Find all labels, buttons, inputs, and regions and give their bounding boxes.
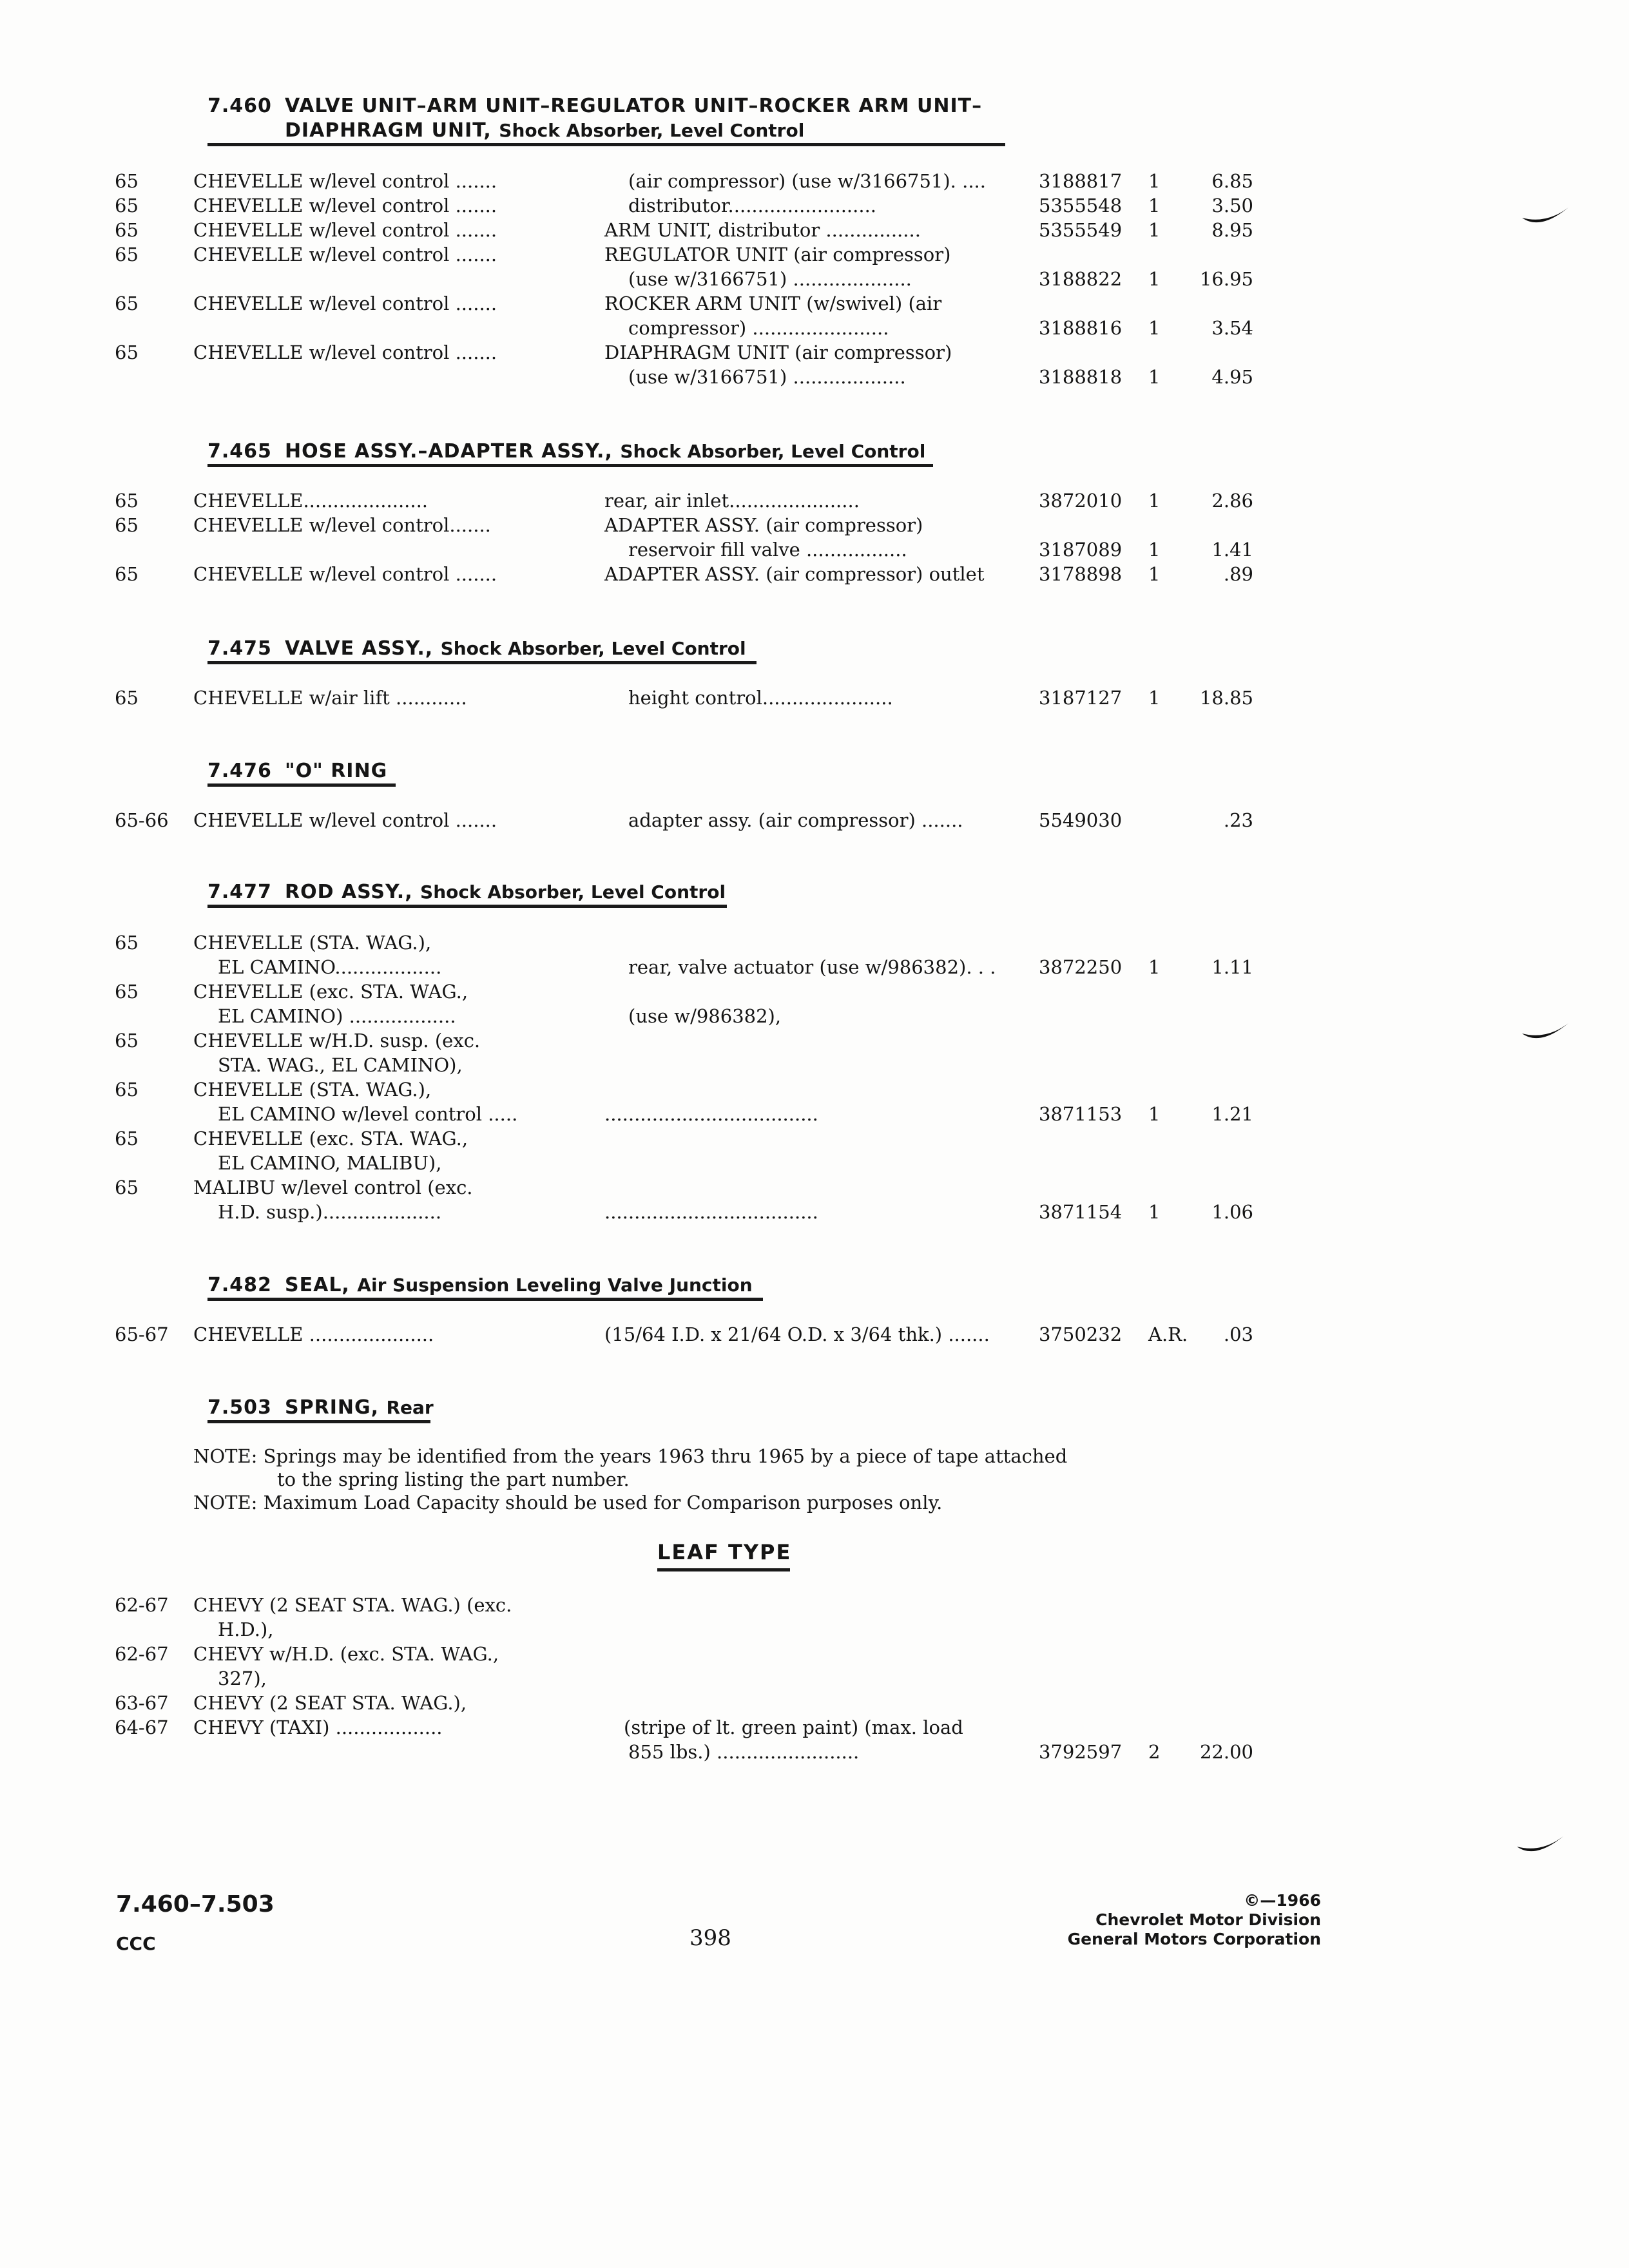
year-cell: 65 xyxy=(115,490,139,512)
price-cell: 1.06 xyxy=(1211,1201,1253,1223)
year-cell: 65 xyxy=(115,932,139,954)
model-cell: EL CAMINO w/level control ..... xyxy=(218,1103,518,1125)
year-cell: 65 xyxy=(115,219,139,241)
quantity-cell: A.R. xyxy=(1148,1323,1188,1345)
description-cell: height control...................... xyxy=(628,687,893,709)
section-7465-underline xyxy=(207,464,933,467)
model-cell: CHEVY (2 SEAT STA. WAG.) (exc. xyxy=(193,1594,512,1616)
year-cell: 65-67 xyxy=(115,1323,169,1345)
part-number-cell: 3188817 xyxy=(1039,170,1123,192)
description-cell: 855 lbs.) ........................ xyxy=(628,1741,860,1763)
part-number-cell: 3188822 xyxy=(1039,268,1123,290)
price-cell: 2.86 xyxy=(1211,490,1253,512)
description-cell: (air compressor) (use w/3166751). .... xyxy=(628,170,986,192)
year-cell: 62-67 xyxy=(115,1594,169,1616)
model-cell: CHEVELLE (STA. WAG.), xyxy=(193,932,432,954)
model-cell: CHEVELLE w/level control ....... xyxy=(193,244,497,265)
quantity-cell: 1 xyxy=(1148,539,1161,561)
leaf-type-heading: LEAF TYPE xyxy=(657,1540,792,1564)
description-cell: adapter assy. (air compressor) ....... xyxy=(628,809,963,831)
model-cell: CHEVELLE w/level control ....... xyxy=(193,563,497,585)
model-cell: CHEVELLE w/level control ....... xyxy=(193,219,497,241)
model-cell: CHEVELLE w/H.D. susp. (exc. xyxy=(193,1030,481,1052)
part-number-cell: 3792597 xyxy=(1039,1741,1123,1763)
part-number-cell: 3187127 xyxy=(1039,687,1123,709)
description-cell: reservoir fill valve ................. xyxy=(628,539,907,561)
year-cell: 65 xyxy=(115,514,139,536)
description-cell: ARM UNIT, distributor ................ xyxy=(604,219,921,241)
price-cell: 16.95 xyxy=(1199,268,1253,290)
section-7503-heading: 7.503 SPRING, Rear xyxy=(207,1396,434,1419)
model-cell: CHEVELLE ..................... xyxy=(193,1323,434,1345)
footer-code: CCC xyxy=(116,1933,156,1954)
footer-copyright-block xyxy=(1068,1891,1321,1949)
part-number-cell: 3178898 xyxy=(1039,563,1123,585)
description-cell: DIAPHRAGM UNIT (air compressor) xyxy=(604,341,952,363)
note-line: NOTE: Maximum Load Capacity should be used for Comparison purposes only. xyxy=(193,1492,943,1514)
section-7460-title-line2: DIAPHRAGM UNIT, xyxy=(285,119,492,142)
quantity-cell: 1 xyxy=(1148,563,1161,585)
model-cell: EL CAMINO.................. xyxy=(218,956,442,978)
price-cell: .23 xyxy=(1223,809,1253,831)
quantity-cell: 1 xyxy=(1148,1201,1161,1223)
model-cell: CHEVELLE..................... xyxy=(193,490,429,512)
year-cell: 63-67 xyxy=(115,1692,169,1714)
description-cell: (stripe of lt. green paint) (max. load xyxy=(624,1716,963,1738)
model-cell: CHEVELLE w/level control ....... xyxy=(193,170,497,192)
model-cell: H.D.), xyxy=(218,1619,274,1640)
model-cell: CHEVELLE w/level control ....... xyxy=(193,809,497,831)
part-number-cell: 5355549 xyxy=(1039,219,1123,241)
model-cell: MALIBU w/level control (exc. xyxy=(193,1177,473,1198)
model-cell: CHEVELLE (exc. STA. WAG., xyxy=(193,981,468,1003)
binder-mark-icon xyxy=(1521,1021,1572,1046)
description-cell: (use w/3166751) ................... xyxy=(628,366,906,388)
binder-mark-icon xyxy=(1516,1834,1567,1860)
section-7465-heading: 7.465 HOSE ASSY.–ADAPTER ASSY., Shock Absorber, Level Control xyxy=(207,440,926,463)
quantity-cell: 1 xyxy=(1148,195,1161,216)
note-line: to the spring listing the part number. xyxy=(277,1468,630,1490)
footer-division: Chevrolet Motor Division xyxy=(1095,1910,1321,1929)
quantity-cell: 1 xyxy=(1148,490,1161,512)
description-cell: .................................... xyxy=(604,1103,818,1125)
part-number-cell: 5355548 xyxy=(1039,195,1123,216)
section-7477-heading: 7.477 ROD ASSY., Shock Absorber, Level Control xyxy=(207,881,726,903)
part-number-cell: 3871154 xyxy=(1039,1201,1123,1223)
part-number-cell: 3188816 xyxy=(1039,317,1123,339)
year-cell: 65 xyxy=(115,170,139,192)
quantity-cell: 2 xyxy=(1148,1741,1161,1763)
model-cell: STA. WAG., EL CAMINO), xyxy=(218,1054,463,1076)
description-cell: ROCKER ARM UNIT (w/swivel) (air xyxy=(604,293,942,314)
model-cell: CHEVY (TAXI) .................. xyxy=(193,1716,443,1738)
section-7476-heading: 7.476 "O" RING xyxy=(207,760,388,782)
part-number-cell: 3872250 xyxy=(1039,956,1123,978)
section-7475-underline xyxy=(207,661,757,664)
year-cell: 65 xyxy=(115,981,139,1003)
quantity-cell: 1 xyxy=(1148,1103,1161,1125)
model-cell: CHEVELLE (STA. WAG.), xyxy=(193,1079,432,1100)
year-cell: 65 xyxy=(115,293,139,314)
part-number-cell: 3188818 xyxy=(1039,366,1123,388)
part-number-cell: 3750232 xyxy=(1039,1323,1123,1345)
model-cell: CHEVY w/H.D. (exc. STA. WAG., xyxy=(193,1643,499,1665)
price-cell: 6.85 xyxy=(1211,170,1253,192)
year-cell: 65 xyxy=(115,1177,139,1198)
description-cell: ADAPTER ASSY. (air compressor) outlet xyxy=(604,563,985,585)
section-7460-heading: 7.460 VALVE UNIT–ARM UNIT–REGULATOR UNIT–ROCKER ARM UNIT– DIAPHRAGM UNIT, Shock Absorber, Level Control xyxy=(207,95,983,142)
part-number-cell: 3871153 xyxy=(1039,1103,1123,1125)
quantity-cell: 1 xyxy=(1148,956,1161,978)
year-cell: 65 xyxy=(115,1030,139,1052)
model-cell: EL CAMINO) .................. xyxy=(218,1005,456,1027)
description-cell: rear, valve actuator (use w/986382). . . xyxy=(628,956,996,978)
description-cell: (use w/3166751) .................... xyxy=(628,268,912,290)
model-cell: CHEVELLE (exc. STA. WAG., xyxy=(193,1128,468,1149)
price-cell: 1.11 xyxy=(1211,956,1253,978)
description-cell: distributor......................... xyxy=(628,195,877,216)
price-cell: 4.95 xyxy=(1211,366,1253,388)
price-cell: 22.00 xyxy=(1199,1741,1253,1763)
price-cell: 1.41 xyxy=(1211,539,1253,561)
model-cell: CHEVELLE w/level control....... xyxy=(193,514,491,536)
section-7475-heading: 7.475 VALVE ASSY., Shock Absorber, Level Control xyxy=(207,637,746,660)
footer-copyright: ©—1966 xyxy=(1244,1891,1321,1910)
section-7477-underline xyxy=(207,905,727,908)
section-7460-subtitle: Shock Absorber, Level Control xyxy=(499,120,805,141)
quantity-cell: 1 xyxy=(1148,219,1161,241)
model-cell: EL CAMINO, MALIBU), xyxy=(218,1152,442,1174)
part-number-cell: 3187089 xyxy=(1039,539,1123,561)
note-line: NOTE: Springs may be identified from the years 1963 thru 1965 by a piece of tape attached xyxy=(193,1445,1068,1467)
description-cell: rear, air inlet...................... xyxy=(604,490,860,512)
model-cell: 327), xyxy=(218,1667,267,1689)
leaf-type-underline xyxy=(657,1568,790,1571)
price-cell: .89 xyxy=(1223,563,1253,585)
description-cell: (use w/986382), xyxy=(628,1005,782,1027)
year-cell: 65 xyxy=(115,563,139,585)
year-cell: 64-67 xyxy=(115,1716,169,1738)
year-cell: 65 xyxy=(115,1079,139,1100)
year-cell: 65 xyxy=(115,1128,139,1149)
quantity-cell: 1 xyxy=(1148,687,1161,709)
binder-mark-icon xyxy=(1521,205,1572,231)
quantity-cell: 1 xyxy=(1148,268,1161,290)
description-cell: (15/64 I.D. x 21/64 O.D. x 3/64 thk.) ....... xyxy=(604,1323,990,1345)
quantity-cell: 1 xyxy=(1148,317,1161,339)
section-7503-underline xyxy=(207,1420,430,1423)
year-cell: 65 xyxy=(115,195,139,216)
model-cell: CHEVELLE w/level control ....... xyxy=(193,293,497,314)
price-cell: 18.85 xyxy=(1199,687,1253,709)
model-cell: CHEVELLE w/air lift ............ xyxy=(193,687,467,709)
year-cell: 65-66 xyxy=(115,809,169,831)
description-cell: REGULATOR UNIT (air compressor) xyxy=(604,244,951,265)
quantity-cell: 1 xyxy=(1148,366,1161,388)
description-cell: ADAPTER ASSY. (air compressor) xyxy=(604,514,923,536)
model-cell: CHEVELLE w/level control ....... xyxy=(193,195,497,216)
section-7482-heading: 7.482 SEAL, Air Suspension Leveling Valve Junction xyxy=(207,1274,753,1296)
year-cell: 62-67 xyxy=(115,1643,169,1665)
price-cell: .03 xyxy=(1223,1323,1253,1345)
year-cell: 65 xyxy=(115,687,139,709)
description-cell: compressor) ....................... xyxy=(628,317,889,339)
section-7482-underline xyxy=(207,1298,763,1301)
price-cell: 3.50 xyxy=(1211,195,1253,216)
year-cell: 65 xyxy=(115,244,139,265)
section-7460-underline xyxy=(207,143,1005,146)
part-number-cell: 3872010 xyxy=(1039,490,1123,512)
description-cell: .................................... xyxy=(604,1201,818,1223)
quantity-cell: 1 xyxy=(1148,170,1161,192)
part-number-cell: 5549030 xyxy=(1039,809,1123,831)
model-cell: CHEVELLE w/level control ....... xyxy=(193,341,497,363)
year-cell: 65 xyxy=(115,341,139,363)
model-cell: H.D. susp.).................... xyxy=(218,1201,442,1223)
page-number: 398 xyxy=(689,1925,731,1951)
price-cell: 8.95 xyxy=(1211,219,1253,241)
model-cell: CHEVY (2 SEAT STA. WAG.), xyxy=(193,1692,467,1714)
section-7476-underline xyxy=(207,783,396,787)
footer-corporation: General Motors Corporation xyxy=(1067,1930,1321,1948)
section-7460-title-line1: VALVE UNIT–ARM UNIT–REGULATOR UNIT–ROCKER ARM UNIT– xyxy=(285,95,983,117)
footer-section-range: 7.460–7.503 xyxy=(116,1891,275,1917)
price-cell: 1.21 xyxy=(1211,1103,1253,1125)
price-cell: 3.54 xyxy=(1211,317,1253,339)
